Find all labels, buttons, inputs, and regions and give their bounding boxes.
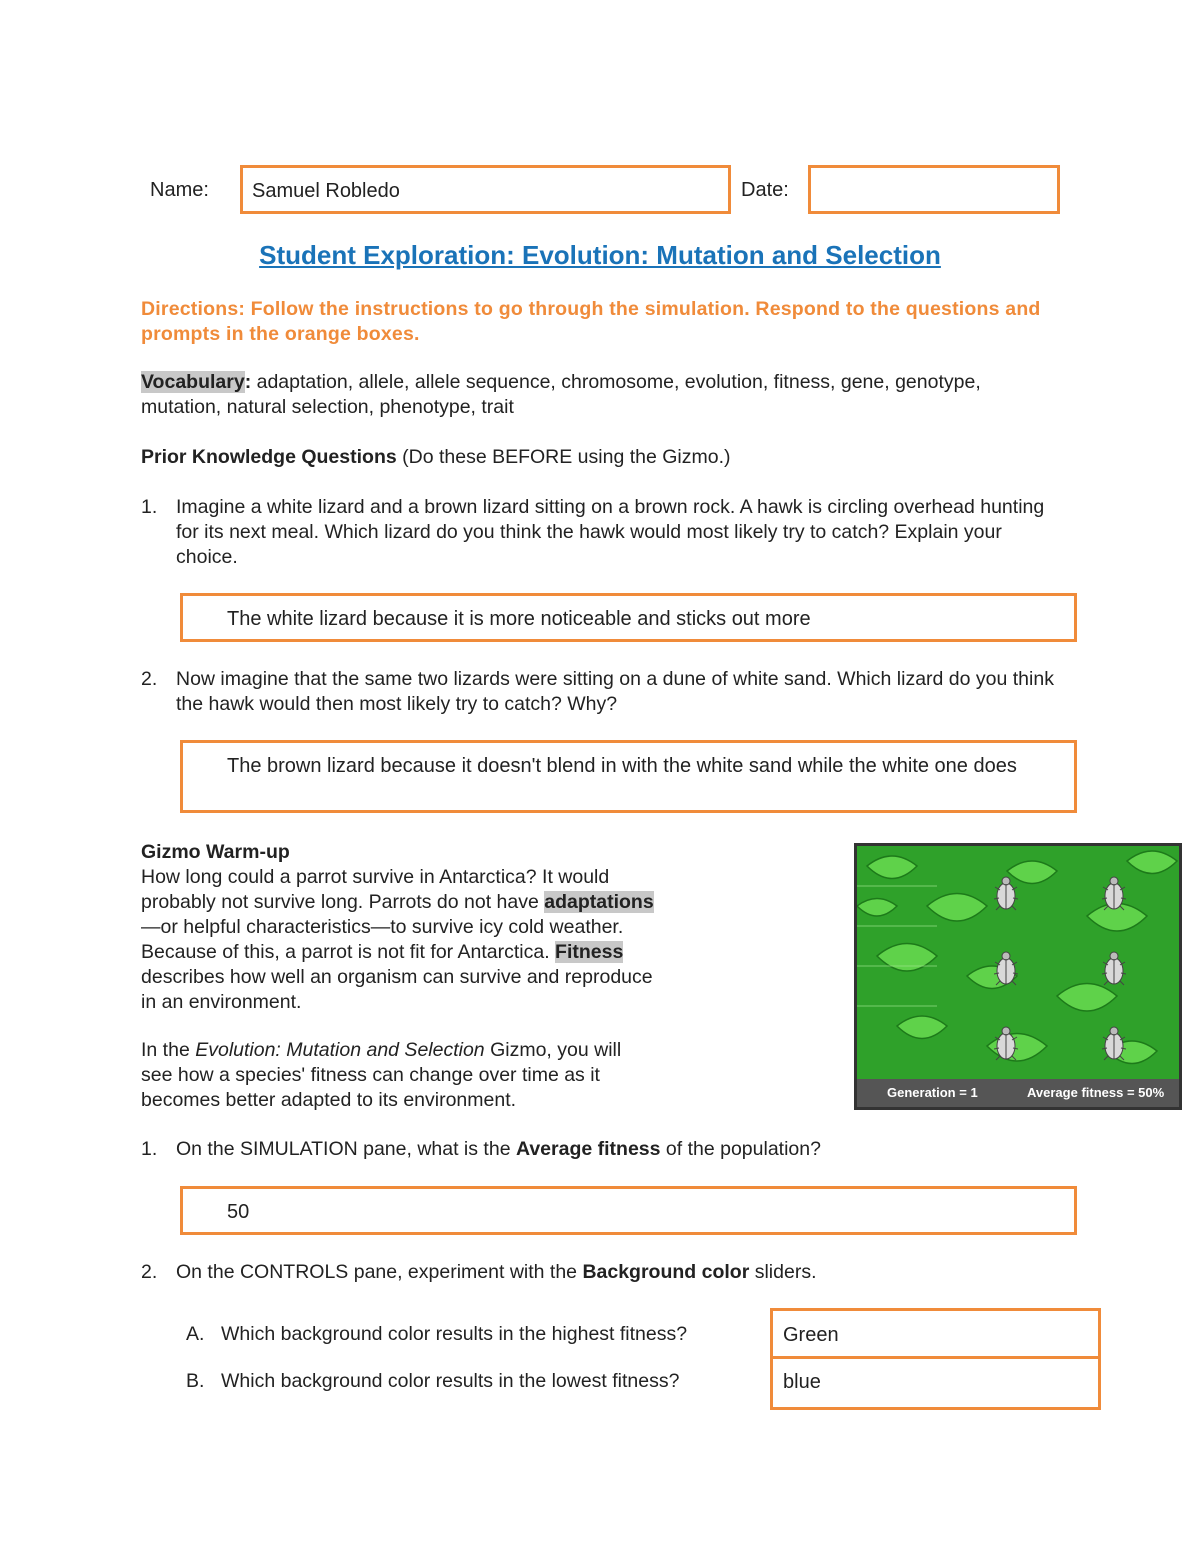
generation-readout: Generation = 1 (887, 1085, 978, 1100)
warmup-p1-b: —or helpful characteristics—to survive icy cold weather. Because of this, a parrot is not fit for Antarctica. (141, 916, 624, 963)
prior-a2-text: The brown lizard because it doesn't blend in with the white sand while the white one does (227, 755, 1017, 777)
prior-q2-number: 2. (141, 668, 158, 690)
warmup-paragraph-1 (141, 865, 666, 1015)
term-fitness: Fitness (555, 941, 624, 963)
warmup-q1-a: On the SIMULATION pane, what is the (176, 1138, 516, 1160)
prior-heading-note: (Do these BEFORE using the Gizmo.) (396, 446, 731, 468)
warmup-q2-bold: Background color (582, 1261, 750, 1283)
warmup-q1-b: of the population? (660, 1138, 821, 1160)
warmup-p1-a: How long could a parrot survive in Antarctica? It would probably not survive long. Parrots do not have (141, 866, 610, 913)
warmup-qa-answer: Green (783, 1324, 839, 1346)
beetle-icon (994, 951, 1018, 987)
warmup-qb-answer: blue (783, 1371, 821, 1393)
warmup-p1-c: describes how well an organism can survive and reproduce in an environment. (141, 966, 653, 1013)
average-fitness-readout: Average fitness = 50% (1027, 1085, 1165, 1100)
vocabulary-terms: adaptation, allele, allele sequence, chromosome, evolution, fitness, gene, genotype, mutation, natural selection, phenotype, trait (141, 371, 981, 418)
beetle-icon (1102, 1026, 1126, 1062)
simulation-image (854, 843, 1182, 1110)
page-title[interactable]: Student Exploration: Evolution: Mutation and Selection (259, 240, 941, 270)
name-value: Samuel Robledo (252, 180, 400, 202)
prior-a1-box[interactable] (180, 593, 1077, 642)
warmup-qb-text: Which background color results in the lowest fitness? (221, 1370, 680, 1392)
beetle-icon (1102, 876, 1126, 912)
leaf-background (857, 846, 1179, 1079)
warmup-p2-a: In the (141, 1039, 196, 1061)
vocabulary (141, 370, 1001, 420)
vocabulary-label: Vocabulary (141, 371, 245, 393)
prior-q1-number: 1. (141, 496, 158, 518)
date-field[interactable] (808, 165, 1060, 214)
warmup-q2-number: 2. (141, 1261, 158, 1283)
prior-a2-box[interactable] (180, 740, 1077, 813)
warmup-q1-number: 1. (141, 1138, 158, 1160)
name-label: Name: (150, 179, 209, 201)
beetle-icon (994, 1026, 1018, 1062)
vocabulary-colon: : (244, 371, 252, 393)
warmup-q1-bold: Average fitness (515, 1138, 661, 1160)
prior-q1-text: Imagine a white lizard and a brown lizard sitting on a brown rock. A hawk is circling overhead hunting for its next meal. Which lizard do you think the hawk would most likely try to catch? Explain your choice. (176, 496, 1045, 568)
warmup-q2-a: On the CONTROLS pane, experiment with the (176, 1261, 583, 1283)
warmup-a1-text: 50 (227, 1201, 250, 1223)
prior-q2-text: Now imagine that the same two lizards were sitting on a dune of white sand. Which lizard do you think the hawk would then most likely try to catch? Why? (176, 668, 1054, 715)
warmup-qb-answer-box[interactable] (770, 1356, 1101, 1410)
name-field[interactable] (240, 165, 731, 214)
warmup-p2-italic: Evolution: Mutation and Selection (195, 1039, 485, 1061)
warmup-q1-text (176, 1137, 1056, 1162)
warmup-heading: Gizmo Warm-up (141, 841, 290, 863)
prior-heading-text: Prior Knowledge Questions (141, 446, 397, 468)
date-label: Date: (741, 179, 789, 201)
warmup-qb-letter: B. (186, 1370, 205, 1392)
warmup-q2-text (176, 1260, 1056, 1285)
warmup-p2-b: Gizmo, you will see how a species' fitness can change over time as it becomes better adapted to its environment. (141, 1039, 622, 1111)
beetle-icon (1102, 951, 1126, 987)
simulation-status-bar (857, 1079, 1179, 1107)
warmup-qa-text: Which background color results in the highest fitness? (221, 1323, 688, 1345)
warmup-a1-box[interactable] (180, 1186, 1077, 1235)
warmup-paragraph-2 (141, 1038, 651, 1113)
prior-knowledge-heading (141, 445, 1041, 470)
warmup-qa-letter: A. (186, 1323, 205, 1345)
prior-a1-text: The white lizard because it is more noticeable and sticks out more (227, 608, 811, 630)
warmup-qa-answer-box[interactable] (770, 1308, 1101, 1359)
beetle-icon (994, 876, 1018, 912)
directions-text: Directions: Follow the instructions to go through the simulation. Respond to the questions and prompts in the orange boxes. (141, 298, 1041, 345)
warmup-q2-b: sliders. (749, 1261, 817, 1283)
term-adaptations: adaptations (544, 891, 654, 913)
